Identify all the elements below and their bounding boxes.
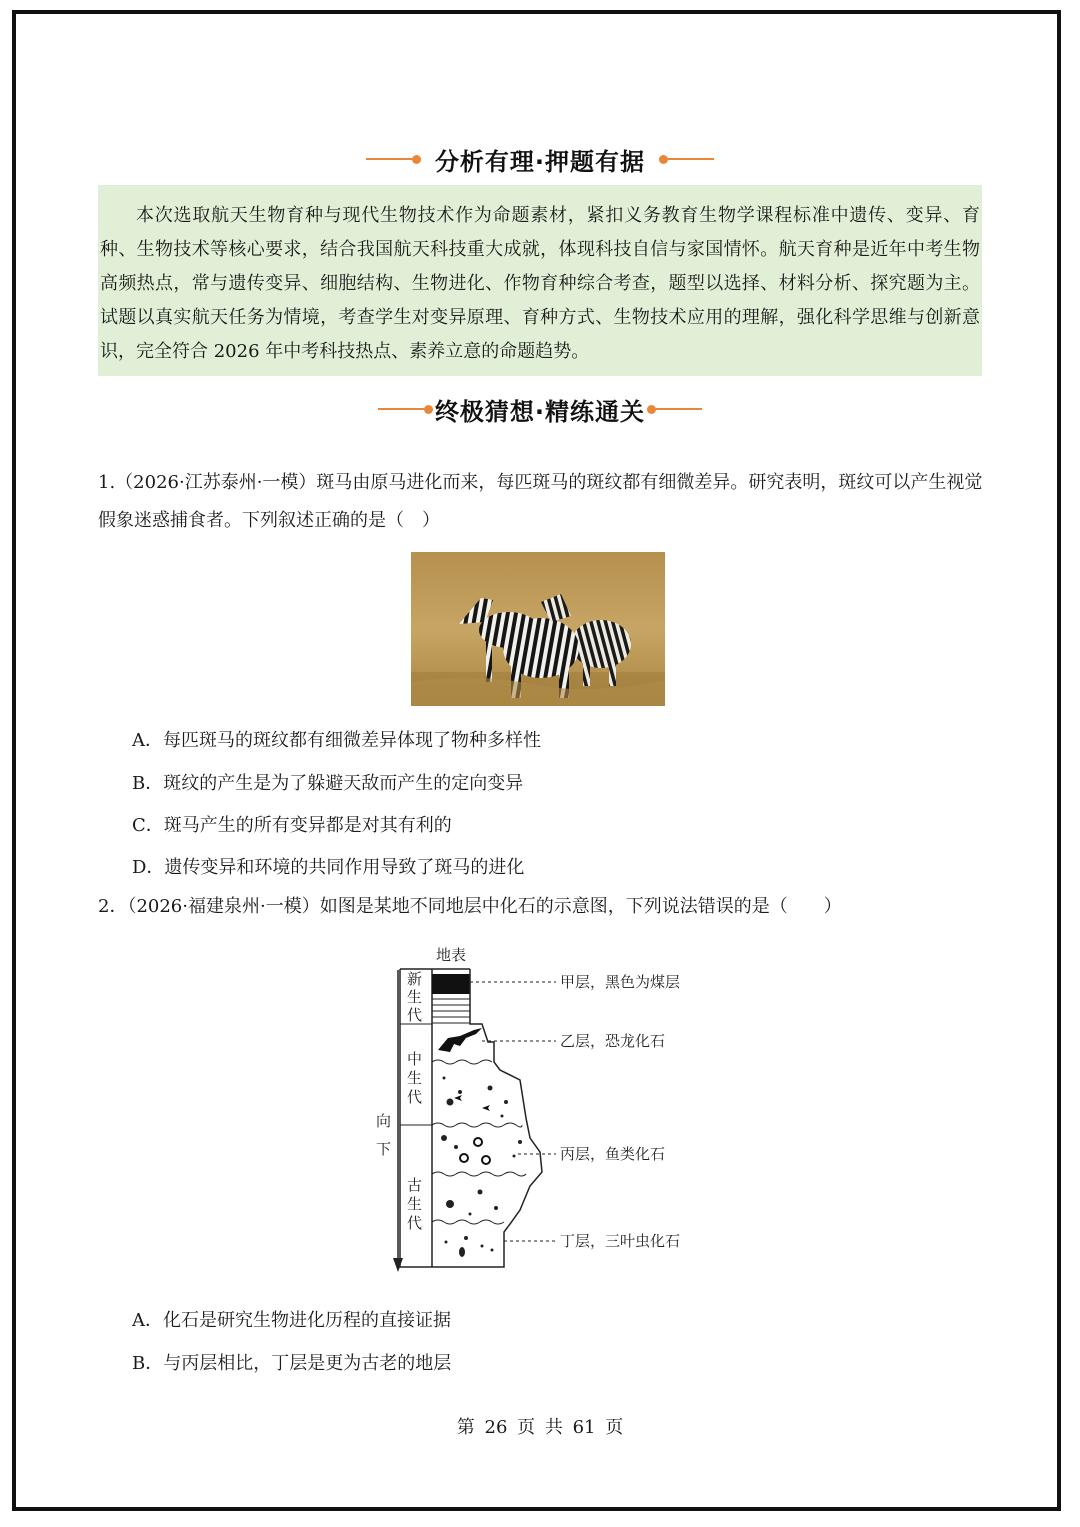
summary-box: 本次选取航天生物育种与现代生物技术作为命题素材，紧扣义务教育生物学课程标准中遗传、变异、育种、生物技术等核心要求，结合我国航天科技重大成就，体现科技自信与家国情怀。航天育种是近年中考生物高频热点，常与遗传变异、细胞结构、生物进化、作物育种综合考查，题型以选择、材料分析、探究题为主。试题以真实航天任务为情境，考查学生对变异原理、育种方式、生物技术应用的理解，强化科学思维与创新意识，完全符合 2026 年中考科技热点、素养立意的命题趋势。 <box>98 185 982 376</box>
label-layer-jia: 甲层，黑色为煤层 <box>560 973 681 991</box>
label-layer-ding: 丁层，三叶虫化石 <box>560 1232 681 1250</box>
svg-text:代: 代 <box>407 1006 423 1024</box>
svg-text:生: 生 <box>407 988 423 1006</box>
heading-text: 终极猜想·精练通关 <box>434 397 646 426</box>
page-footer: 第 26 页 共 61 页 <box>456 1417 624 1438</box>
label-layer-yi: 乙层，恐龙化石 <box>560 1032 666 1050</box>
section-heading-analysis <box>0 142 1080 176</box>
question-1-option-c: C．斑马产生的所有变异都是对其有利的 <box>132 815 452 836</box>
question-1-option-a: A．每匹斑马的斑纹都有细微差异体现了物种多样性 <box>132 730 541 751</box>
zebra-photo <box>411 552 665 706</box>
section-heading-practice <box>0 392 1080 426</box>
strata-diagram <box>370 942 710 1274</box>
svg-text:生: 生 <box>407 1069 423 1087</box>
question-1-option-b: B．斑纹的产生是为了躲避天敌而产生的定向变异 <box>132 773 524 794</box>
svg-text:生: 生 <box>407 1195 423 1213</box>
label-layer-bing: 丙层，鱼类化石 <box>560 1145 666 1163</box>
question-2-stem: 2．（2026·福建泉州·一模）如图是某地不同地层中化石的示意图，下列说法错误的是（ ） <box>98 896 842 917</box>
question-1-option-d: D．遗传变异和环境的共同作用导致了斑马的进化 <box>132 857 525 878</box>
svg-text:代: 代 <box>407 1214 423 1232</box>
svg-text:古: 古 <box>407 1176 423 1194</box>
svg-text:下: 下 <box>376 1140 392 1158</box>
svg-text:新: 新 <box>407 970 423 988</box>
question-1-stem: 1.（2026·江苏泰州·一模）斑马由原马进化而来，每匹斑马的斑纹都有细微差异。研究表明，斑纹可以产生视觉假象迷惑捕食者。下列叙述正确的是（ ） <box>98 472 983 531</box>
svg-text:中: 中 <box>407 1050 423 1068</box>
heading-text: 分析有理·押题有据 <box>434 147 646 176</box>
label-surface: 地表 <box>436 946 467 964</box>
svg-text:代: 代 <box>407 1088 423 1106</box>
svg-text:向: 向 <box>376 1112 392 1130</box>
question-2-option-b: B．与丙层相比，丁层是更为古老的地层 <box>132 1353 452 1374</box>
question-2-option-a: A．化石是研究生物进化历程的直接证据 <box>132 1310 451 1331</box>
